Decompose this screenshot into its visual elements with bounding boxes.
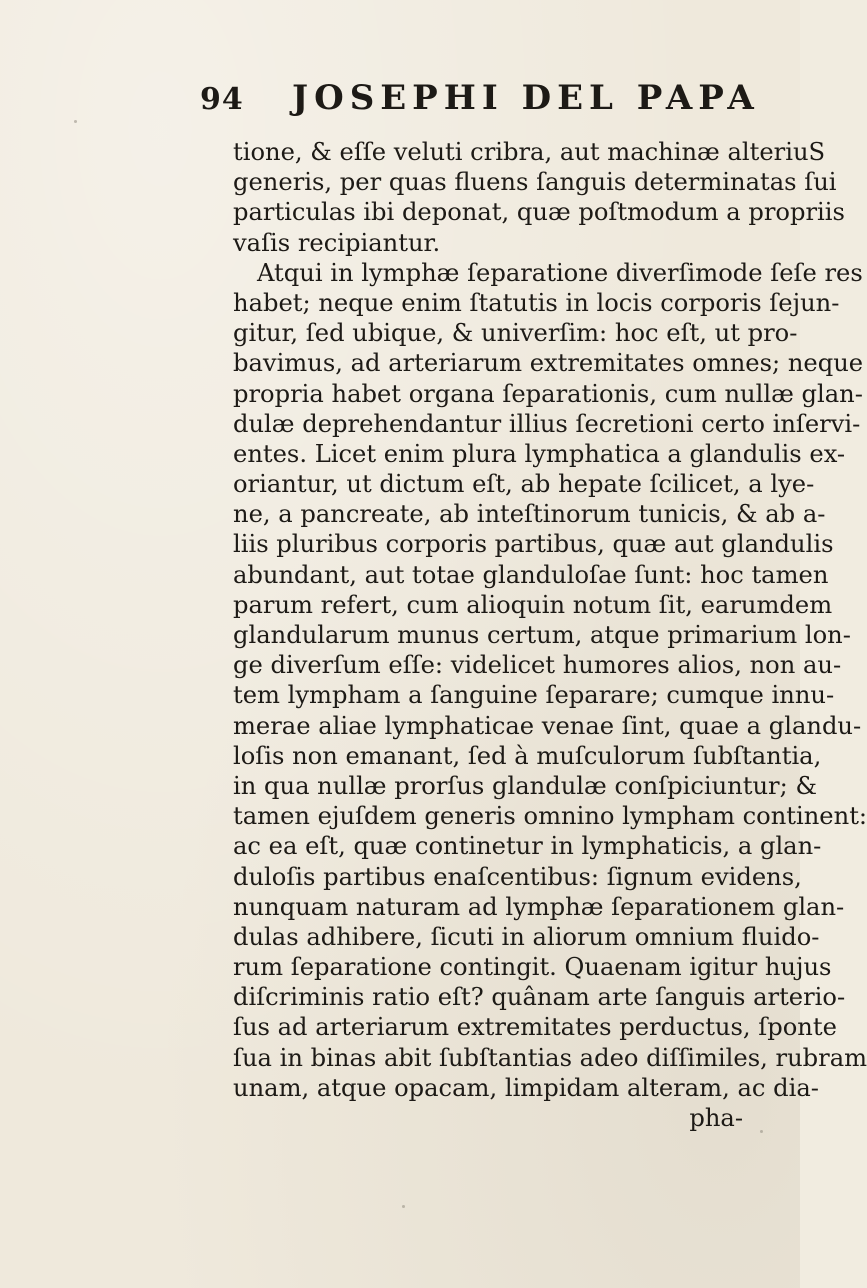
text-line: merae aliae lymphaticae venae ſint, quae a glandu- [233,711,862,740]
text-line: liis pluribus corporis partibus, quæ aut glandulis [233,530,834,559]
paper-speck [760,1130,763,1133]
text-line: Atqui in lymphæ ſeparatione diverſimode ſeſe res [257,258,863,287]
text-line: gitur, ſed ubique, & univerſim: hoc eſt, ut pro- [233,319,798,348]
running-head [200,78,760,122]
paper-speck [402,1205,405,1208]
text-line: ſua in binas abit ſubſtantias adeo diſſimiles, rubram [233,1043,867,1072]
text-line: ſus ad arteriarum extremitates perductus, ſponte [233,1013,837,1042]
text-line: dulæ deprehendantur illius ſecretioni certo inſervi- [233,409,861,438]
text-line: tem lympham a ſanguine ſeparare; cumque innu- [233,681,835,710]
body-text [233,137,867,1133]
text-line: diſcriminis ratio eſt? quânam arte ſanguis arterio- [233,983,846,1012]
text-line: ac ea eſt, quæ continetur in lymphaticis, a glan- [233,832,822,861]
text-line: generis, per quas fluens ſanguis determinatas ſui [233,168,837,197]
text-line: ge diverſum eſſe: videlicet humores alios, non au- [233,651,842,680]
text-line: bavimus, ad arteriarum extremitates omnes; neque [233,349,864,378]
text-line: entes. Licet enim plura lymphatica a glandulis ex- [233,439,846,468]
text-line: unam, atque opacam, limpidam alteram, ac dia- [233,1073,819,1102]
text-line: ne, a pancreate, ab inteſtinorum tunicis, & ab a- [233,500,826,529]
paper-speck [74,120,77,123]
text-line: duloſis partibus enaſcentibus: ſignum evidens, [233,862,802,891]
text-line: propria habet organa ſeparationis, cum nullæ glan- [233,379,863,408]
text-line: rum ſeparatione contingit. Quaenam igitur hujus [233,953,832,982]
text-line: in qua nullæ prorſus glandulæ conſpiciuntur; & [233,771,817,800]
text-line: dulas adhibere, ſicuti in aliorum omnium fluido- [233,922,820,951]
text-line: nunquam naturam ad lymphæ ſeparationem glan- [233,892,845,921]
running-title: JOSEPHI DEL PAPA [292,78,760,118]
text-line: tione, & eſſe veluti cribra, aut machinæ alteriuS [233,138,826,166]
page-number: 94 [200,82,244,117]
text-line: loſis non emanant, ſed à muſculorum ſubſtantia, [233,741,822,770]
text-line: tamen ejuſdem generis omnino lympham continent: [233,802,867,831]
text-line: habet; neque enim ſtatutis in locis corporis ſejun- [233,288,840,317]
catchword: pha- [689,1104,743,1132]
text-line: particulas ibi deponat, quæ poſtmodum a propriis [233,198,845,227]
text-line: vaſis recipiantur. [233,228,441,257]
text-line: oriantur, ut dictum eſt, ab hepate ſcilicet, a lye- [233,470,815,499]
text-line: parum refert, cum alioquin notum ſit, earumdem [233,590,833,619]
text-line: glandularum munus certum, atque primarium lon- [233,621,851,649]
text-line: abundant, aut totae glanduloſae ſunt: hoc tamen [233,560,829,589]
